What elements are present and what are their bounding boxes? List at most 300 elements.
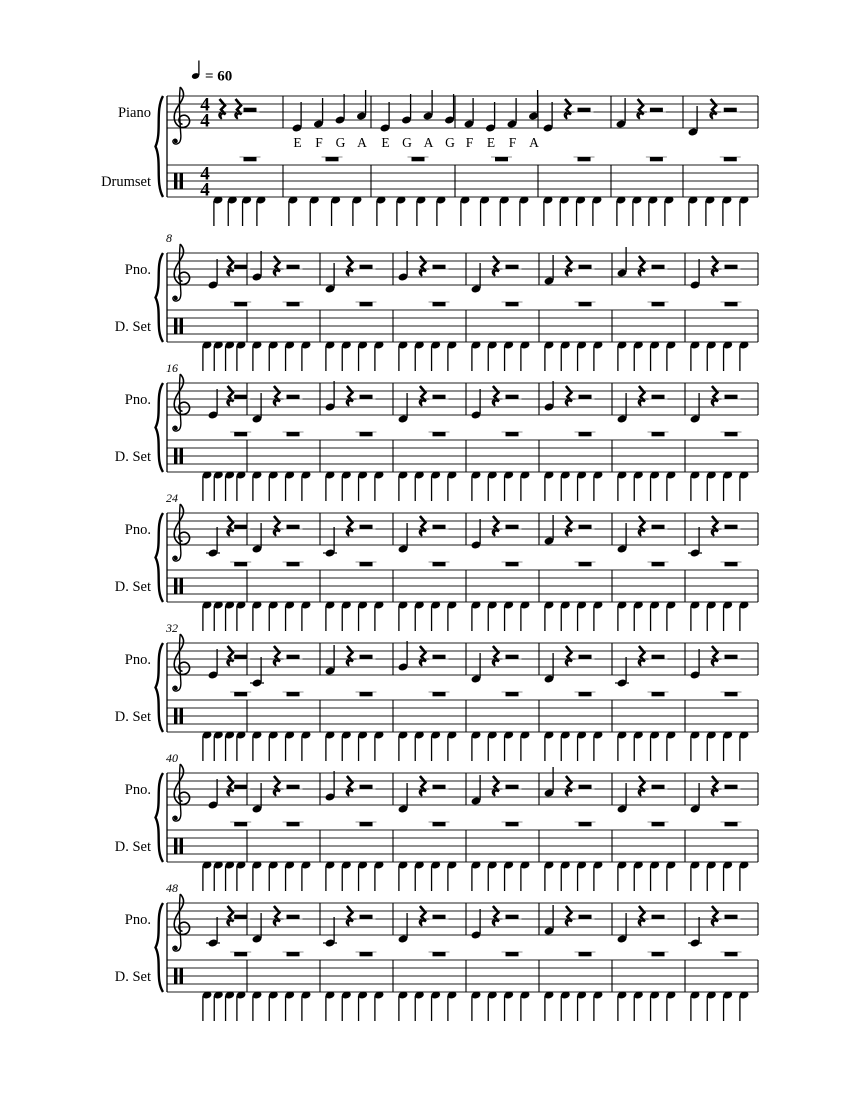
- quarter-rest: [273, 646, 279, 666]
- half-rest: [576, 265, 595, 269]
- half-rest: [503, 915, 522, 919]
- drum-note: [471, 990, 482, 1021]
- measure: [398, 513, 466, 631]
- drum-note: [487, 600, 498, 631]
- quarter-rest: [492, 386, 498, 406]
- drum-note: [487, 340, 498, 371]
- drum-note: [224, 600, 235, 631]
- whole-rest: [502, 562, 523, 566]
- measure-number: 32: [166, 621, 178, 635]
- drum-note: [236, 990, 247, 1021]
- quarter-rest: [565, 646, 571, 666]
- note: [398, 251, 409, 282]
- half-rest: [284, 395, 303, 399]
- drum-note: [617, 990, 628, 1021]
- half-rest: [430, 525, 449, 529]
- drum-note: [202, 990, 213, 1021]
- drum-note: [543, 195, 554, 226]
- drum-note: [213, 860, 224, 891]
- piano-staff: [167, 773, 758, 805]
- note: [398, 913, 409, 944]
- quarter-rest: [235, 99, 241, 119]
- drum-note: [633, 600, 644, 631]
- whole-rest: [721, 302, 742, 306]
- drum-note: [617, 730, 628, 761]
- drum-staff: [167, 960, 758, 992]
- drum-note: [559, 195, 570, 226]
- drum-note: [739, 600, 750, 631]
- drum-staff: [167, 165, 758, 197]
- half-rest: [357, 655, 376, 659]
- half-rest: [357, 265, 376, 269]
- drum-note: [739, 990, 750, 1021]
- measure: [325, 643, 393, 761]
- drum-note: [374, 600, 385, 631]
- drum-note: [447, 990, 458, 1021]
- drum-note: [616, 195, 627, 226]
- drum-note: [471, 470, 482, 501]
- svg-text:4: 4: [200, 110, 210, 132]
- note: [544, 381, 555, 412]
- drum-note: [649, 470, 660, 501]
- half-rest: [722, 525, 741, 529]
- whole-rest: [429, 822, 450, 826]
- note: [615, 657, 629, 688]
- note: [325, 771, 336, 802]
- half-rest: [357, 395, 376, 399]
- measure: [544, 903, 612, 1021]
- drum-note: [436, 195, 447, 226]
- tempo-text: = 60: [205, 68, 233, 85]
- whole-rest: [240, 157, 261, 161]
- measure: [252, 903, 320, 1021]
- time-signature: [200, 164, 210, 201]
- drum-note: [739, 195, 750, 226]
- drum-note: [666, 340, 677, 371]
- measure: [213, 96, 283, 226]
- drum-note: [575, 195, 586, 226]
- drum-note: [520, 990, 531, 1021]
- drum-note: [633, 860, 644, 891]
- quarter-rest: [227, 906, 233, 926]
- half-rest: [722, 915, 741, 919]
- measure: [690, 643, 758, 761]
- half-rest: [284, 525, 303, 529]
- whole-rest: [356, 822, 377, 826]
- note: [252, 251, 263, 282]
- half-rest: [503, 525, 522, 529]
- measure: [252, 513, 320, 631]
- half-rest: [430, 265, 449, 269]
- piano-staff: [167, 643, 758, 675]
- measure: [252, 773, 320, 891]
- drum-note: [447, 600, 458, 631]
- measure: [471, 643, 539, 761]
- drum-note: [213, 195, 224, 226]
- svg-text:4: 4: [200, 94, 210, 116]
- system-brace: [156, 383, 164, 472]
- measure: [544, 643, 612, 761]
- note-name: E: [293, 135, 302, 150]
- drum-staff: [167, 570, 758, 602]
- drum-note: [357, 470, 368, 501]
- quarter-rest: [219, 99, 225, 119]
- note: [543, 102, 554, 133]
- drum-note: [690, 860, 701, 891]
- measure: [617, 383, 685, 501]
- drum-note: [416, 195, 427, 226]
- drum-note: [341, 860, 352, 891]
- measure: [617, 903, 685, 1021]
- quarter-rest: [564, 99, 570, 119]
- half-rest: [284, 915, 303, 919]
- whole-rest: [648, 822, 669, 826]
- drum-note: [447, 470, 458, 501]
- quarter-rest: [227, 516, 233, 536]
- half-rest: [722, 785, 741, 789]
- quarter-rest: [638, 776, 644, 796]
- note: [471, 775, 482, 806]
- measure: [471, 253, 539, 371]
- note-name: F: [315, 135, 323, 150]
- drum-note: [202, 340, 213, 371]
- quarter-rest: [419, 776, 425, 796]
- whole-rest: [230, 952, 251, 956]
- note: [544, 515, 555, 546]
- whole-rest: [491, 157, 512, 161]
- half-rest: [576, 395, 595, 399]
- drum-note: [284, 340, 295, 371]
- drum-note: [471, 860, 482, 891]
- measure: [688, 513, 758, 631]
- measure: [460, 90, 540, 226]
- quarter-rest: [492, 646, 498, 666]
- staff-label-piano: Pno.: [124, 912, 151, 928]
- whole-rest: [575, 302, 596, 306]
- measure: [323, 513, 393, 631]
- drum-note: [325, 860, 336, 891]
- measure: [202, 383, 252, 501]
- note: [690, 393, 701, 424]
- half-rest: [722, 655, 741, 659]
- half-rest: [649, 915, 668, 919]
- quarter-rest: [273, 776, 279, 796]
- quarter-rest: [711, 256, 717, 276]
- drum-note: [213, 730, 224, 761]
- drum-note: [284, 860, 295, 891]
- drum-note: [396, 195, 407, 226]
- measure: [617, 247, 685, 371]
- drum-note: [252, 860, 263, 891]
- note: [544, 905, 555, 936]
- drum-note: [414, 470, 425, 501]
- measure: [471, 773, 539, 891]
- drum-note: [576, 730, 587, 761]
- staff-label-drums: Drumset: [101, 174, 151, 190]
- drum-note: [357, 340, 368, 371]
- half-rest: [576, 785, 595, 789]
- staff-label-drums: D. Set: [114, 579, 151, 595]
- drum-note: [487, 860, 498, 891]
- note: [690, 649, 701, 680]
- note: [528, 90, 539, 121]
- whole-rest: [502, 692, 523, 696]
- drum-note: [576, 470, 587, 501]
- note: [544, 255, 555, 286]
- piano-staff: [167, 383, 758, 415]
- quarter-rest: [711, 646, 717, 666]
- half-rest: [430, 915, 449, 919]
- whole-rest: [429, 692, 450, 696]
- drum-note: [560, 730, 571, 761]
- measure-number: 24: [166, 491, 178, 505]
- drum-note: [633, 340, 644, 371]
- drum-note: [690, 990, 701, 1021]
- drum-note: [224, 470, 235, 501]
- drum-note: [430, 990, 441, 1021]
- drum-note: [325, 470, 336, 501]
- drum-note: [330, 195, 341, 226]
- drum-note: [252, 340, 263, 371]
- whole-rest: [502, 952, 523, 956]
- note: [617, 247, 628, 278]
- whole-rest: [502, 432, 523, 436]
- system: [115, 881, 758, 1021]
- note: [688, 527, 702, 558]
- drum-note: [430, 860, 441, 891]
- drum-note: [576, 600, 587, 631]
- measure: [376, 90, 456, 226]
- note: [485, 102, 496, 133]
- quarter-rest: [565, 776, 571, 796]
- half-rest: [576, 525, 595, 529]
- drum-note: [301, 340, 312, 371]
- quarter-rest: [346, 256, 352, 276]
- drum-note: [690, 340, 701, 371]
- drum-note: [268, 860, 279, 891]
- quarter-rest: [273, 256, 279, 276]
- drum-note: [633, 990, 644, 1021]
- whole-rest: [356, 302, 377, 306]
- half-rest: [503, 265, 522, 269]
- piano-staff: [167, 903, 758, 935]
- quarter-rest: [419, 646, 425, 666]
- note: [464, 98, 475, 129]
- half-rest: [503, 395, 522, 399]
- drum-note: [632, 195, 643, 226]
- note-name: G: [445, 135, 455, 150]
- system-brace: [156, 903, 164, 992]
- note: [616, 98, 627, 129]
- note: [398, 393, 409, 424]
- drum-note: [227, 195, 238, 226]
- drum-staff: [167, 830, 758, 862]
- system: [101, 61, 758, 227]
- drum-note: [224, 730, 235, 761]
- staff-label-drums: D. Set: [114, 969, 151, 985]
- measure: [325, 253, 393, 371]
- half-rest: [649, 525, 668, 529]
- measure-number: 8: [166, 231, 172, 245]
- quarter-rest: [273, 906, 279, 926]
- drum-note: [560, 600, 571, 631]
- measure: [323, 903, 393, 1021]
- drum-note: [471, 340, 482, 371]
- half-rest: [575, 108, 594, 112]
- drum-note: [633, 470, 644, 501]
- note-name: F: [508, 135, 517, 150]
- note: [471, 653, 482, 684]
- note: [471, 389, 482, 420]
- drum-note: [503, 860, 514, 891]
- drum-note: [649, 730, 660, 761]
- drum-note: [357, 990, 368, 1021]
- drum-note: [617, 340, 628, 371]
- whole-rest: [283, 302, 304, 306]
- note: [617, 393, 628, 424]
- drum-note: [341, 990, 352, 1021]
- note: [313, 98, 324, 129]
- drum-note: [414, 990, 425, 1021]
- drum-note: [739, 340, 750, 371]
- quarter-rest: [710, 99, 716, 119]
- drum-note: [593, 340, 604, 371]
- measure: [688, 903, 758, 1021]
- drum-note: [560, 470, 571, 501]
- drum-note: [706, 600, 717, 631]
- note: [688, 917, 702, 948]
- measure: [398, 773, 466, 891]
- drum-note: [252, 470, 263, 501]
- staff-label-drums: D. Set: [114, 839, 151, 855]
- note: [688, 106, 699, 137]
- drum-note: [352, 195, 363, 226]
- staff-label-piano: Pno.: [124, 652, 151, 668]
- measure: [688, 96, 758, 226]
- quarter-rest: [637, 99, 643, 119]
- whole-rest: [429, 302, 450, 306]
- drum-note: [202, 470, 213, 501]
- drum-note: [666, 990, 677, 1021]
- note: [356, 90, 367, 121]
- drum-note: [503, 730, 514, 761]
- drum-note: [739, 730, 750, 761]
- drum-note: [520, 340, 531, 371]
- drum-note: [593, 600, 604, 631]
- quarter-rest: [565, 386, 571, 406]
- drum-staff: [167, 440, 758, 472]
- measure: [288, 90, 371, 226]
- whole-rest: [648, 562, 669, 566]
- quarter-rest: [419, 516, 425, 536]
- drum-note: [268, 730, 279, 761]
- note: [690, 783, 701, 814]
- drum-note: [722, 860, 733, 891]
- note: [252, 913, 263, 944]
- measure: [471, 383, 539, 501]
- whole-rest: [720, 157, 741, 161]
- whole-rest: [646, 157, 667, 161]
- quarter-rest: [227, 776, 233, 796]
- drum-note: [592, 195, 603, 226]
- note: [444, 94, 455, 125]
- whole-rest: [502, 822, 523, 826]
- quarter-rest: [638, 516, 644, 536]
- drum-note: [666, 730, 677, 761]
- drum-note: [460, 195, 471, 226]
- note: [323, 527, 337, 558]
- quarter-rest: [346, 516, 352, 536]
- svg-text:4: 4: [200, 179, 210, 201]
- note: [208, 649, 219, 680]
- drum-note: [374, 340, 385, 371]
- half-rest: [430, 785, 449, 789]
- measure: [690, 253, 758, 371]
- staff-label-drums: D. Set: [114, 449, 151, 465]
- whole-rest: [575, 432, 596, 436]
- whole-rest: [721, 822, 742, 826]
- note: [617, 913, 628, 944]
- svg-text:4: 4: [200, 163, 210, 185]
- quarter-rest: [227, 256, 233, 276]
- drum-note: [617, 860, 628, 891]
- piano-staff: [167, 513, 758, 545]
- drum-note: [374, 470, 385, 501]
- drum-note: [357, 730, 368, 761]
- note: [325, 263, 336, 294]
- system: [115, 621, 758, 761]
- whole-rest: [574, 157, 595, 161]
- drum-note: [706, 730, 717, 761]
- note: [617, 523, 628, 554]
- staff-label-piano: Piano: [117, 105, 151, 121]
- note: [325, 645, 336, 676]
- drum-note: [690, 470, 701, 501]
- staff-label-piano: Pno.: [124, 782, 151, 798]
- drum-note: [241, 195, 252, 226]
- drum-note: [414, 730, 425, 761]
- drum-note: [666, 860, 677, 891]
- quarter-rest: [492, 256, 498, 276]
- half-rest: [430, 655, 449, 659]
- drum-note: [376, 195, 387, 226]
- drum-note: [374, 860, 385, 891]
- quarter-rest: [638, 906, 644, 926]
- measure: [202, 253, 252, 371]
- note: [252, 523, 263, 554]
- drum-note: [301, 470, 312, 501]
- measure: [544, 767, 612, 891]
- drum-note: [236, 860, 247, 891]
- measure: [471, 513, 539, 631]
- quarter-rest: [346, 776, 352, 796]
- drum-note: [666, 600, 677, 631]
- whole-rest: [230, 302, 251, 306]
- whole-rest: [648, 432, 669, 436]
- note: [398, 523, 409, 554]
- drum-note: [236, 730, 247, 761]
- half-rest: [647, 108, 666, 112]
- drum-note: [544, 340, 555, 371]
- drum-note: [649, 990, 660, 1021]
- drum-note: [617, 600, 628, 631]
- half-rest: [649, 265, 668, 269]
- drum-note: [503, 600, 514, 631]
- staff-label-piano: Pno.: [124, 392, 151, 408]
- measure: [690, 773, 758, 891]
- staff-label-drums: D. Set: [114, 319, 151, 335]
- quarter-rest: [638, 256, 644, 276]
